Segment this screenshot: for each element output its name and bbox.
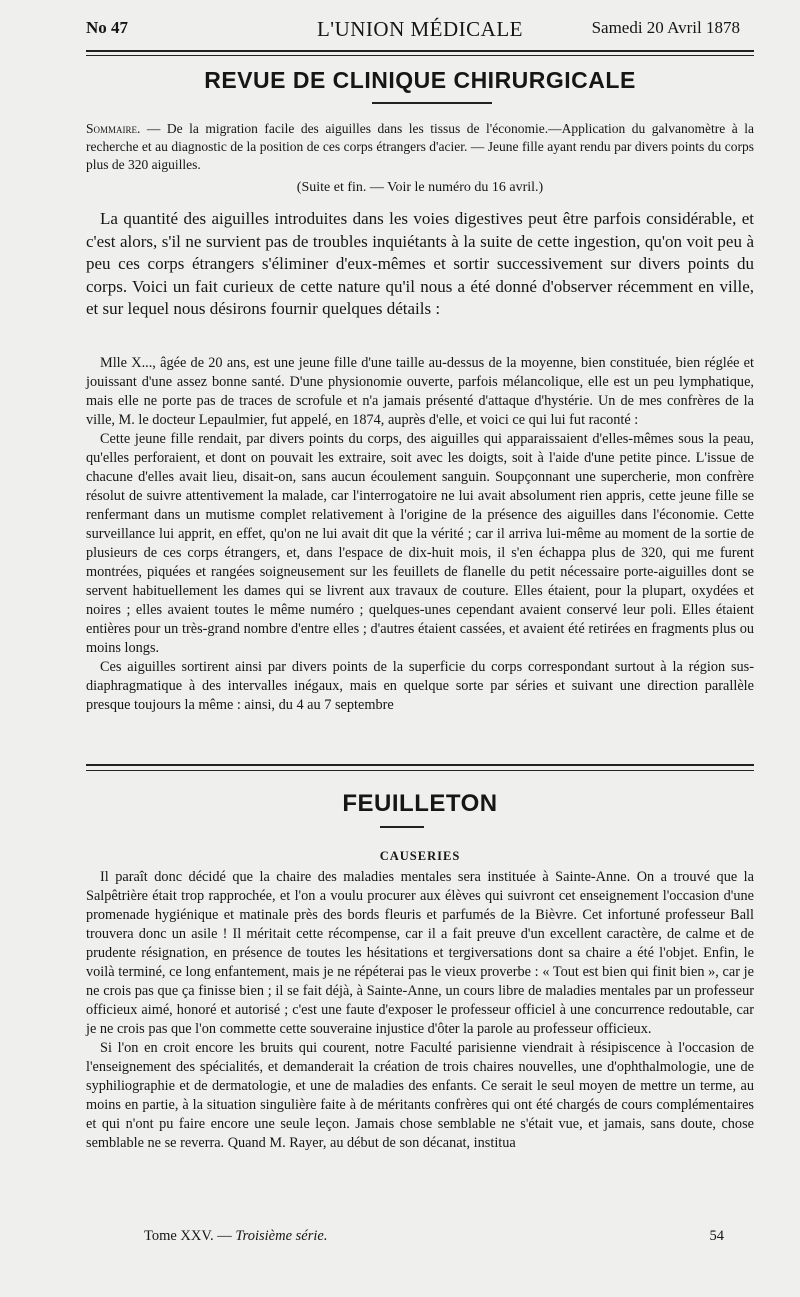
section-title: REVUE DE CLINIQUE CHIRURGICALE	[204, 67, 636, 93]
article-paragraph: Ces aiguilles sortirent ainsi par divers points de la superficie du corps correspondant surtout à la région sus-diaphragmatique à des intervalles inégaux, mais en quelque sorte par séries et suivant une direction parallèle presque toujours la même : ainsi, du 4 au 7 septembre	[86, 659, 754, 713]
feuilleton-paragraph: Si l'on en croit encore les bruits qui courent, notre Faculté parisienne viendrait à résipiscence à l'occasion de l'enseignement des spécialités, et demanderait la création de trois chaires nouvelles, une d'ophthalmologie, une de syphiliographie et de dermatologie, et une de maladies des enfants. Ce serait le seul moyen de mettre un terme, au moins en partie, à la situation singulière faite à de méritants confrères qui ont été chargés de cours complémentaires et qui n'ont pu faire encore une seule leçon. Jamais chose semblable ne s'était vue, et jamais, sans doute, chose semblable ne se reverra. Quand M. Rayer, au début de son décanat, institua	[86, 1040, 754, 1151]
volume-label: Tome XXV. —	[144, 1228, 232, 1244]
page-number: 54	[709, 1228, 724, 1244]
lead-paragraph: La quantité des aiguilles introduites dans les voies digestives peut être parfois considérable, et c'est alors, s'il ne survient pas de troubles inquiétants à la suite de cette ingestion, qu'on voit peu à peu ces corps étrangers s'éliminer d'eux-mêmes et sortir successivement sur divers points du corps. Voici un fait curieux de cette nature qu'il nous a été donné d'observer récemment en ville, et sur lequel nous désirons fournir quelques détails :	[86, 209, 754, 318]
causeries-title: CAUSERIES	[379, 849, 461, 863]
feuilleton-divider	[380, 826, 424, 828]
summary-text: — De la migration facile des aiguilles dans les tissus de l'économie.—Application du galvanomètre à la recherche et au diagnostic de la position de ces corps étrangers d'acier. — Jeune fille ayant rendu par divers points du corps plus de 320 aiguilles.	[86, 121, 754, 172]
issue-number: No 47	[86, 18, 129, 37]
series-label: Troisième série.	[235, 1228, 328, 1244]
running-header	[86, 14, 754, 44]
article-paragraph: Mlle X..., âgée de 20 ans, est une jeune fille d'une taille au-dessus de la moyenne, bien constituée, bien réglée et jouissant d'une assez bonne santé. D'une physionomie ouverte, parfois mélancolique, elle est un peu lymphatique, mais elle ne porte pas de traces de scrofule et n'a jamais présenté d'attaque d'hystérie. Un de mes confrères de la ville, M. le docteur Lepaulmier, fut appelé, en 1874, auprès d'elle, et voici ce qui lui fut raconté :	[86, 355, 754, 428]
page-footer	[86, 1228, 754, 1248]
header-rule	[86, 50, 754, 52]
feuilleton-paragraph: Il paraît donc décidé que la chaire des maladies mentales sera instituée à Sainte-Anne. On a trouvé que la Salpêtrière était trop rapprochée, et l'on a voulu procurer aux élèves qui suivront cet enseignement l'occasion d'une promenade hygiénique et matinale près des bords fleuris et parfumés de la Bièvre. Cet infortuné professeur Ball trouvera donc un asile ! Il méritait cette récompense, car il a fait preuve d'un excellent caractère, de calme et de prudente résignation, en présence de toutes les hésitations et tergiversations dont sa chaire a été l'objet. Enfin, le voilà terminé, ce long enfantement, mais je ne répéterai pas le vieux proverbe : « Tout est bien qui finit bien », car je ne crois pas que ça finisse bien ; il se fait déjà, à Sainte-Anne, un cours libre de maladies mentales par un professeur officieux aimé, honoré et autorisé ; c'est une faute d'exposer le professeur officiel à une concurrence redoutable, car je ne crois pas que l'on commette cette souveraine injustice d'ôter la parole au professeur officieux.	[86, 869, 754, 1037]
continuation-note: (Suite et fin. — Voir le numéro du 16 avril.)	[296, 180, 544, 195]
issue-date: Samedi 20 Avril 1878	[591, 18, 740, 37]
header-rule-thin	[86, 55, 754, 56]
summary	[86, 120, 754, 174]
summary-label: Sommaire.	[86, 121, 141, 136]
feuilleton-rule-thin	[86, 770, 754, 771]
feuilleton-title: FEUILLETON	[342, 790, 498, 817]
article-body	[86, 354, 754, 715]
volume-info	[144, 1228, 327, 1245]
article-paragraph: Cette jeune fille rendait, par divers points du corps, des aiguilles qui apparaissaient d'elles-mêmes sous la peau, qu'elles perforaient, et dont on pouvait les extraire, soit avec les doigts, soit à l'aide d'une petite pince. L'issue de chacune d'elles avait lieu, disait-on, sans aucun écoulement sanguin. Soupçonnant une supercherie, mon confrère résolut de suivre attentivement la malade, car l'interrogatoire ne lui avait absolument rien appris, cette jeune fille se renfermant dans un mutisme complet relativement à l'origine de la présence des aiguilles dans l'économie. Cette surveillance lui apprit, en effet, qu'on ne lui avait dit que la vérité ; car il arriva lui-même au moment de la sortie de plusieurs de ces corps étrangers, et, dans l'espace de dix-huit mois, il s'en échappa plus de 320, qui me furent montrées, piquées et rangées soigneusement sur les feuillets de flanelle du petit nécessaire porte-aiguilles dont se servent habituellement les dames qui se livrent aux travaux de couture. Elles étaient, pour la plupart, oxydées et noires ; elles avaient toutes le même numéro ; quelques-unes cependant avaient conservé leur poli. Elles étaient entières pour un très-grand nombre d'entre elles ; d'autres étaient cassées, et avaient été retirées en fragments plus ou moins longs.	[86, 431, 754, 656]
feuilleton-rule	[86, 764, 754, 766]
journal-title: L'UNION MÉDICALE	[316, 17, 523, 41]
title-divider	[372, 102, 492, 104]
feuilleton-body	[86, 868, 754, 1153]
